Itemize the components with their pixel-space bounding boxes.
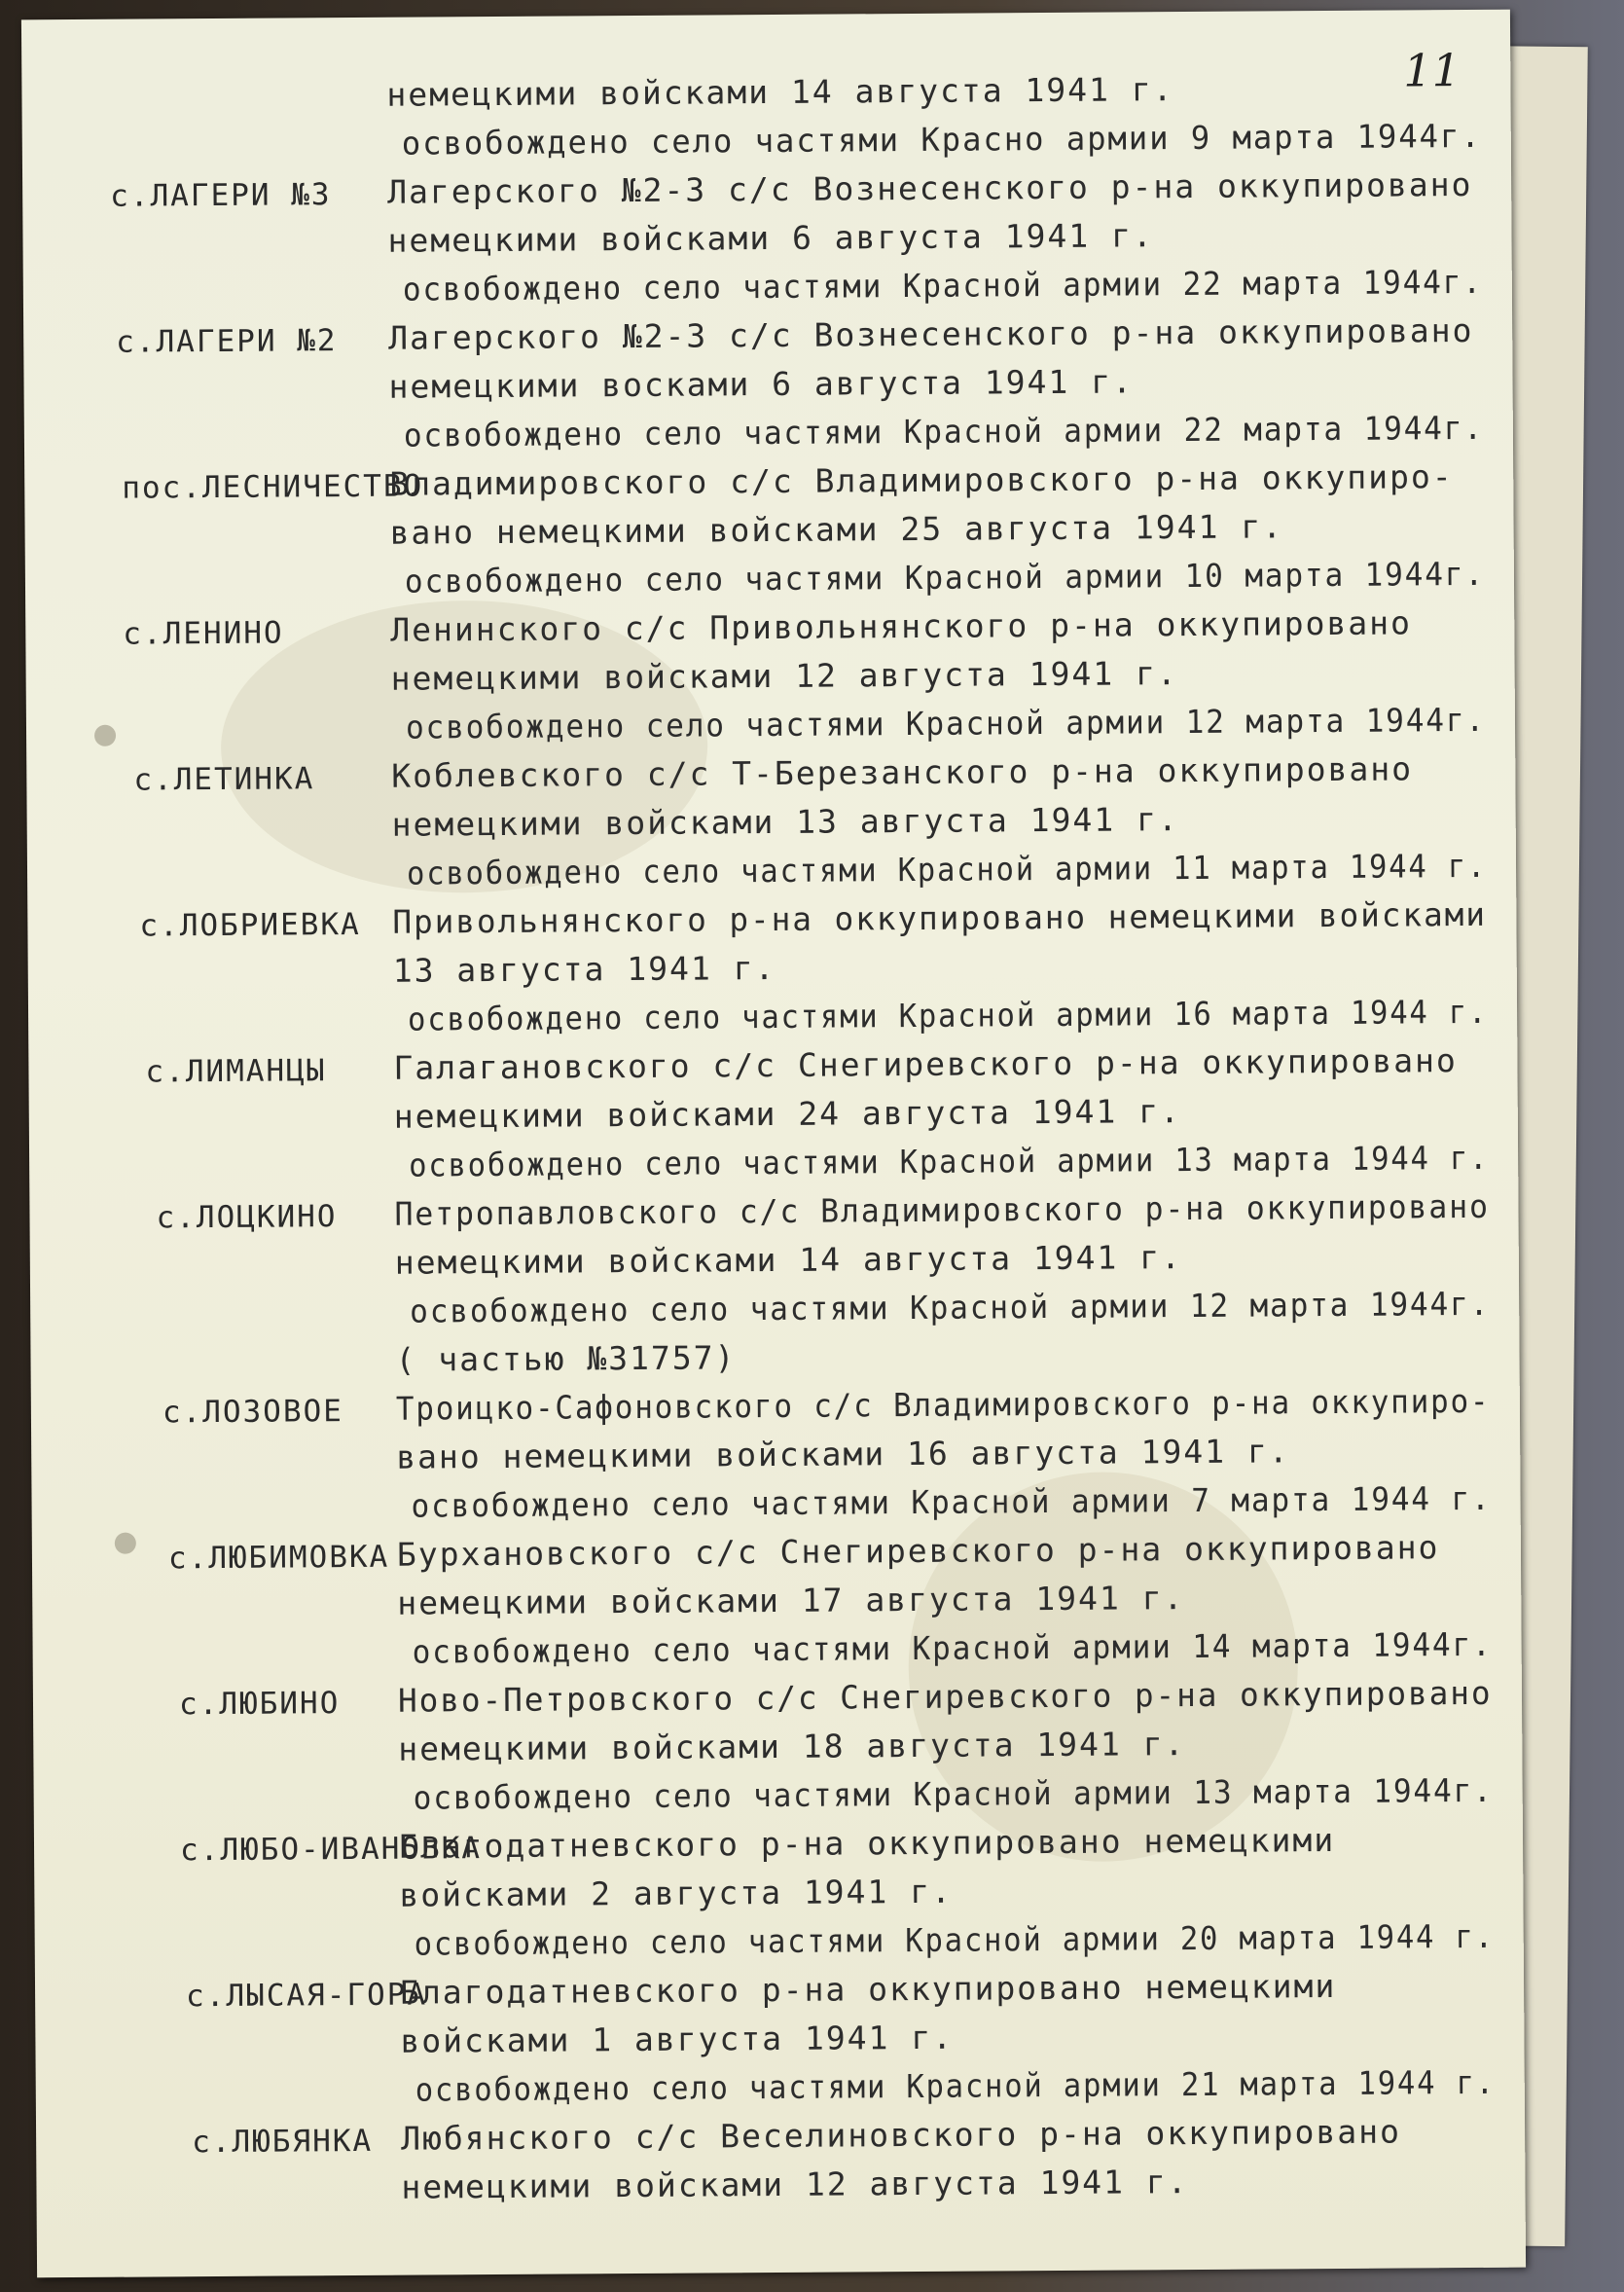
entry-line: освобождено село частями Красной армии 10 марта 1944г. [404,554,1486,600]
entry-line: немецкими войсками 14 августа 1941 г. [394,1238,1183,1282]
entry-list [21,10,1526,2278]
entry-description: Благодатневского р-на оккупировано немецкими [399,1966,1337,2012]
entry-line: немецкими войсками 12 августа 1941 г. [390,654,1178,698]
entry-description: Любянского с/с Веселиновского р-на оккупировано [400,2112,1402,2158]
entry-line: немецкими войсками 6 августа 1941 г. [387,216,1154,260]
entry-line: освобождено село частями Красной армии 16 марта 1944 г. [407,992,1489,1038]
entry-line: освобождено село частями Красно армии 9 марта 1944г. [401,116,1482,163]
village-name: с.ЛАГЕРИ №3 [110,177,332,214]
entry-line: освобождено село частями Красной армии 7 марта 1944 г. [411,1478,1492,1525]
entry-description: Ново-Петровского с/с Снегиревского р-на оккупировано [397,1673,1493,1720]
village-name: с.ЛОЗОВОЕ [162,1394,344,1431]
entry-line: немецкими войсками 24 августа 1941 г. [393,1092,1182,1136]
entry-line: немецкими войсками 17 августа 1941 г. [397,1579,1185,1622]
entry-line: вано немецкими войсками 25 августа 1941 г. [389,507,1284,552]
village-name: пос.ЛЕСНИЧЕСТВО [122,468,424,506]
village-name: с.ЛЕНИНО [123,615,284,652]
entry-line: немецкими войсками 18 августа 1941 г. [398,1725,1186,1768]
entry-line: освобождено село частями Красной армии 13 марта 1944 г. [409,1138,1490,1184]
entry-line: освобождено село частями Красной армии 12 марта 1944г. [405,700,1487,746]
village-name: с.ЛОЦКИНО [156,1199,338,1236]
entry-line: освобождено село частями Красной армии 13 марта 1944г. [413,1770,1494,1817]
entry-line: войсками 1 августа 1941 г. [400,2018,955,2060]
entry-description: Лагерского №2-3 с/с Вознесенского р-на оккупировано [388,310,1474,357]
entry-description: Галагановского с/с Снегиревского р-на оккупировано [393,1041,1458,1087]
entry-description: Ленинского с/с Привольнянского р-на оккупировано [390,603,1413,649]
village-name: с.ЛАГЕРИ №2 [116,323,338,360]
entry-description: Благодатневского р-на оккупировано немецкими [398,1820,1336,1866]
entry-description: Троицко-Сафоновского с/с Владимировского р-на оккупиро- [395,1381,1491,1428]
entry-description: Бурхановского с/с Снегиревского р-на оккупировано [396,1528,1440,1574]
entry-line: немецкими войсками 14 августа 1941 г. [386,70,1174,114]
entry-line: немецкими восками 6 августа 1941 г. [388,362,1135,406]
village-name: с.ЛЮБИМОВКА [167,1539,390,1577]
entry-line: 13 августа 1941 г. [392,948,776,990]
village-name: с.ЛЕТИНКА [133,761,315,798]
entry-line: освобождено село частями Красной армии 14 марта 1944г. [412,1624,1493,1671]
village-name: с.ЛЮБЯНКА [192,2123,374,2161]
entry-line: освобождено село частями Красной армии 22 марта 1944г. [403,408,1485,455]
entry-description: Владимировского с/с Владимировского р-на оккупиро- [389,457,1454,503]
entry-line: освобождено село частями Красной армии 20 марта 1944 г. [414,1916,1495,1963]
entry-description: Привольнянского р-на оккупировано немецкими войсками [392,894,1488,941]
entry-line: ( частью №31757) [395,1338,737,1379]
village-name: с.ЛЮБИНО [178,1686,341,1723]
page-number: 11 [1403,44,1462,97]
entry-description: Коблевского с/с Т-Березанского р-на оккупировано [391,749,1414,795]
entry-line: освобождено село частями Красной армии 12 марта 1944г. [410,1284,1491,1330]
entry-line: немецкими войсками 13 августа 1941 г. [391,800,1179,844]
entry-description: Петропавловского с/с Владимировского р-на оккупировано [394,1186,1490,1233]
entry-line: освобождено село частями Красной армии 11 марта 1944 г. [406,846,1488,892]
village-name: с.ЛИМАНЦЫ [145,1053,327,1090]
entry-line: освобождено село частями Красной армии 22 марта 1944г. [402,262,1483,309]
entry-line: немецкими войсками 12 августа 1941 г. [401,2163,1189,2206]
entry-description: Лагерского №2-3 с/с Вознесенского р-на оккупировано [387,164,1473,211]
village-name: с.ЛЫСАЯ-ГОРА [185,1977,428,2015]
entry-line: войсками 2 августа 1941 г. [399,1872,954,1914]
village-name: с.ЛЮБО-ИВАНОВКА [179,1831,483,1869]
entry-line: освобождено село частями Красной армии 21 марта 1944 г. [415,2062,1497,2109]
document-page [21,10,1526,2278]
entry-line: вано немецкими войсками 16 августа 1941 г. [396,1432,1290,1476]
village-name: с.ЛОБРИЕВКА [139,906,361,944]
